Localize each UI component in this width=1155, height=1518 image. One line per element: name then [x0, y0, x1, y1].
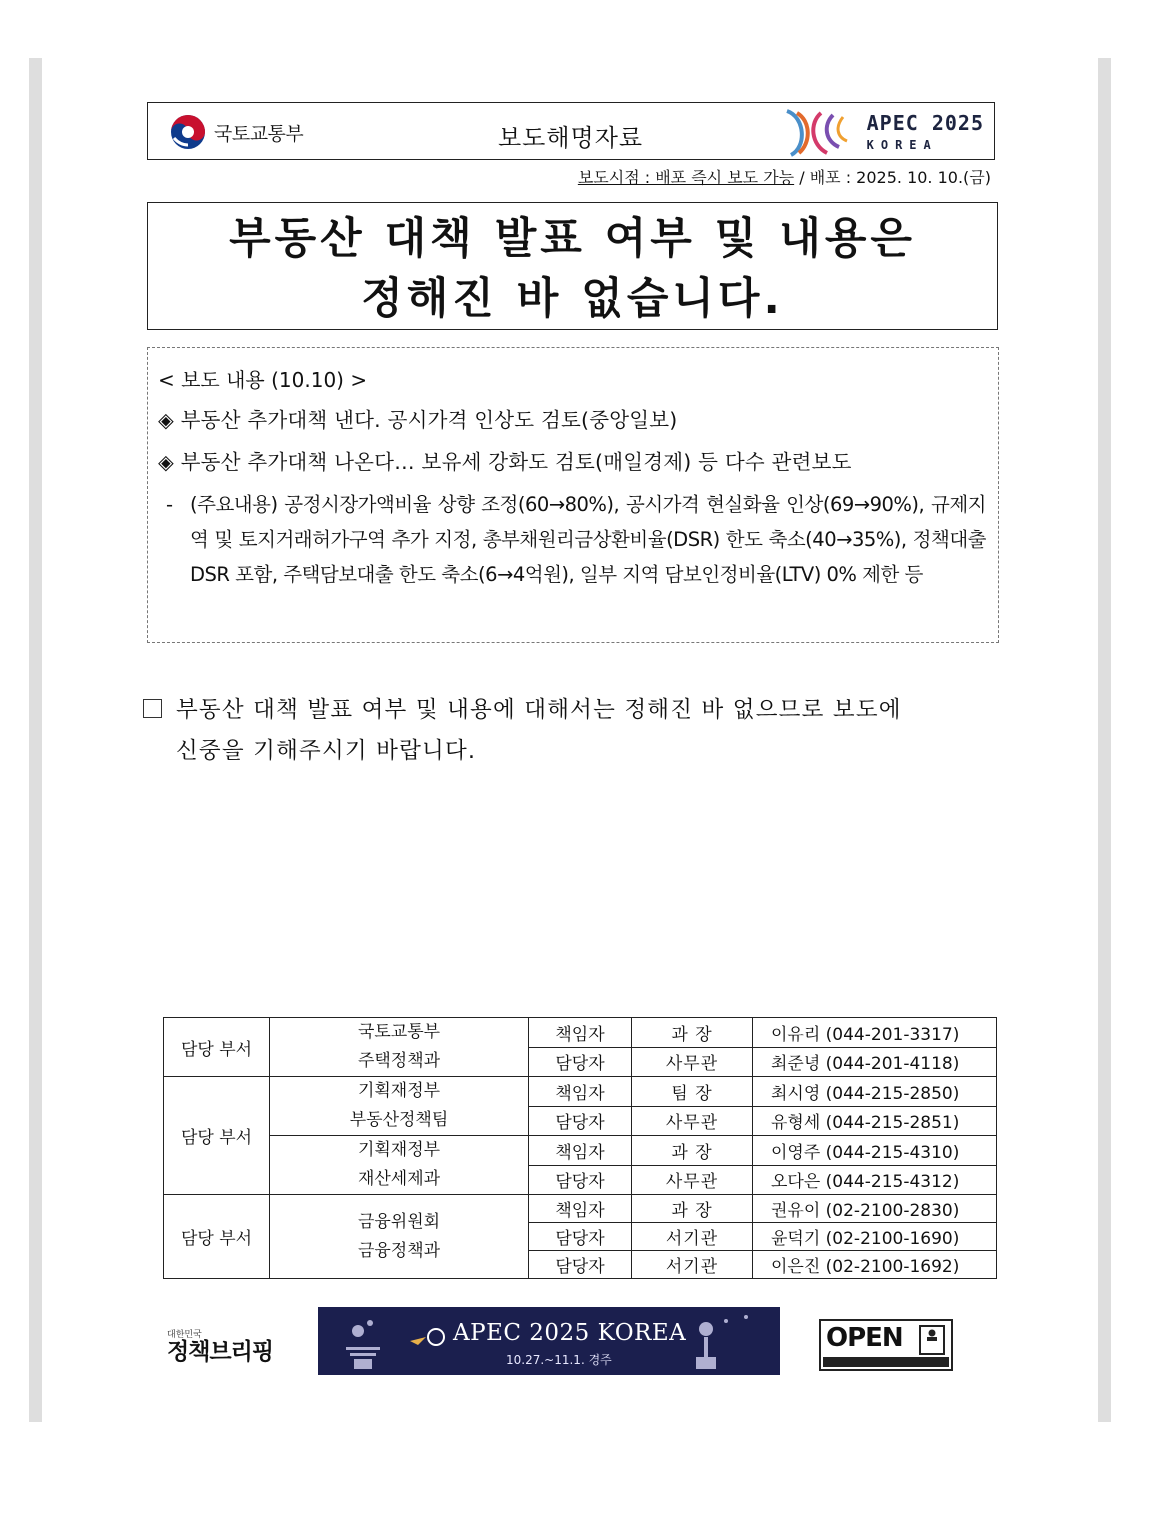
open-license-badge	[819, 1319, 953, 1371]
document-header	[147, 102, 995, 160]
org-name: 국토교통부	[357, 1022, 441, 1042]
org-name: 기획재정부	[357, 1081, 441, 1101]
title-cell: 사무관	[632, 1106, 753, 1136]
ministry-name: 국토교통부	[214, 122, 304, 145]
role-cell: 책임자	[529, 1077, 632, 1107]
document-type: 보도해명자료	[498, 124, 644, 152]
role-cell: 책임자	[529, 1136, 632, 1166]
headline-box	[147, 202, 998, 330]
apec-subtitle: KOREA	[866, 138, 938, 152]
org-unit: 금융정책과	[357, 1240, 441, 1261]
contacts-table	[163, 1017, 997, 1279]
apec-title: APEC 2025	[866, 111, 984, 135]
role-cell: 담당자	[529, 1251, 632, 1279]
apec-banner	[318, 1307, 780, 1375]
person-cell: 최준녕 (044-201-4118)	[753, 1047, 997, 1077]
table-row	[164, 1018, 997, 1048]
briefing-main-label: 정책브리핑	[167, 1339, 274, 1365]
report-detail-dash: -	[166, 493, 174, 516]
open-label: OPEN	[826, 1323, 903, 1353]
taeguk-icon	[170, 114, 206, 150]
dept-label-cell: 담당 부서	[164, 1018, 270, 1077]
org-unit: 재산세제과	[357, 1169, 441, 1189]
title-cell: 사무관	[632, 1165, 753, 1195]
report-heading: < 보도 내용 (10.10) >	[158, 368, 368, 392]
person-cell: 이영주 (044-215-4310)	[753, 1136, 997, 1166]
release-timing: 보도시점 : 배포 즉시 보도 가능	[577, 168, 795, 187]
banner-title: APEC 2025 KOREA	[453, 1320, 687, 1346]
table-row	[164, 1077, 997, 1107]
release-separator: /	[794, 168, 810, 187]
person-cell: 이은진 (02-2100-1692)	[753, 1251, 997, 1279]
apec-emblem-icon	[781, 107, 859, 157]
report-item: ◈ 부동산 추가대책 낸다. 공시가격 인상도 검토(중앙일보)	[158, 408, 678, 432]
report-detail	[158, 487, 986, 592]
person-cell: 권유이 (02-2100-2830)	[753, 1195, 997, 1223]
headline-line-1: 부동산 대책 발표 여부 및 내용은	[229, 214, 916, 264]
role-cell: 담당자	[529, 1047, 632, 1077]
org-unit: 부동산정책팀	[349, 1110, 449, 1130]
role-cell: 책임자	[529, 1195, 632, 1223]
headline-line-2: 정해진 바 없습니다.	[361, 274, 784, 324]
footer-logos	[163, 1305, 997, 1377]
policy-briefing-logo	[167, 1327, 273, 1364]
org-cell	[270, 1077, 529, 1136]
person-cell: 이유리 (044-201-3317)	[753, 1018, 997, 1048]
title-cell: 과 장	[632, 1195, 753, 1223]
title-cell: 과 장	[632, 1136, 753, 1166]
person-icon	[921, 1329, 943, 1341]
banner-dates: 10.27.~11.1. 경주	[506, 1353, 612, 1367]
role-cell: 담당자	[529, 1223, 632, 1251]
person-cell: 윤덕기 (02-2100-1690)	[753, 1223, 997, 1251]
briefing-small-label: 대한민국	[167, 1330, 202, 1340]
org-cell	[270, 1018, 529, 1077]
ministry-logo	[170, 114, 303, 150]
report-summary-box	[147, 347, 999, 643]
clarification-line-1: 부동산 대책 발표 여부 및 내용에 대해서는 정해진 바 없으므로 보도에	[176, 697, 902, 723]
org-cell	[270, 1136, 529, 1195]
person-cell: 유형세 (044-215-2851)	[753, 1106, 997, 1136]
license-type-icon	[919, 1325, 945, 1355]
left-scroll-gutter	[29, 58, 42, 1422]
right-scroll-gutter	[1098, 58, 1111, 1422]
dept-label-cell: 담당 부서	[164, 1077, 270, 1195]
person-cell: 오다은 (044-215-4312)	[753, 1165, 997, 1195]
report-detail-text: (주요내용) 공정시장가액비율 상향 조정(60→80%), 공시가격 현실화율 인상(69→90%), 규제지역 및 토지거래허가구역 추가 지정, 총부채원리금상환비율(DSR) 한도 축소(40→35%), 정책대출 DSR 포함, 주택담보대출 한도 축소(6→4억원), 일부 지역 담보인정비율(LTV) 0% 제한 등	[190, 493, 986, 586]
checkbox-bullet-icon	[143, 699, 162, 718]
role-cell: 책임자	[529, 1018, 632, 1048]
org-unit: 주택정책과	[357, 1051, 441, 1071]
title-cell: 서기관	[632, 1223, 753, 1251]
title-cell: 사무관	[632, 1047, 753, 1077]
role-cell: 담당자	[529, 1106, 632, 1136]
table-row	[164, 1136, 997, 1166]
apec-logo	[781, 107, 984, 157]
dept-label-cell: 담당 부서	[164, 1195, 270, 1279]
release-date: 배포 : 2025. 10. 10.(금)	[809, 168, 991, 187]
release-info	[578, 165, 991, 188]
table-row	[164, 1195, 997, 1223]
org-name: 금융위원회	[357, 1211, 441, 1232]
title-cell: 과 장	[632, 1018, 753, 1048]
clarification-paragraph	[143, 690, 999, 772]
org-name: 기획재정부	[357, 1140, 441, 1160]
clarification-line-2: 신중을 기해주시기 바랍니다.	[176, 738, 477, 764]
report-item: ◈ 부동산 추가대책 나온다… 보유세 강화도 검토(매일경제) 등 다수 관련보도	[158, 450, 852, 474]
title-cell: 팀 장	[632, 1077, 753, 1107]
open-license-footer-bar	[823, 1357, 949, 1367]
person-cell: 최시영 (044-215-2850)	[753, 1077, 997, 1107]
org-cell	[270, 1195, 529, 1279]
title-cell: 서기관	[632, 1251, 753, 1279]
role-cell: 담당자	[529, 1165, 632, 1195]
